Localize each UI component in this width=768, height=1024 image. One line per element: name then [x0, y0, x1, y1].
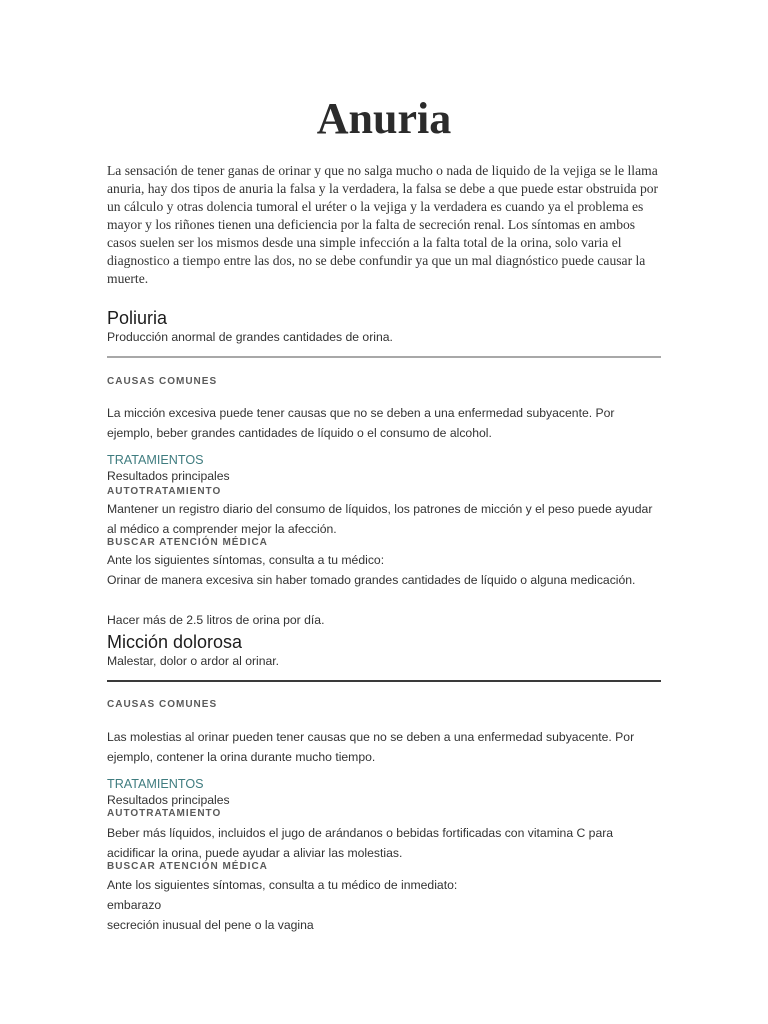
seek-care-label: BUSCAR ATENCIÓN MÉDICA: [107, 537, 268, 548]
intro-paragraph: La sensación de tener ganas de orinar y que no salga mucho o nada de liquido de la vejiga se le llama anuria, hay dos tipos de anuria la falsa y la verdadera, la falsa se debe a que puede estar obstruida por un cálculo y otras dolencia tumoral el uréter o la vejiga y la verdadera es cuando ya el problema es mayor y los riñones tienen una deficiencia por la falta de secreción renal. Los síntomas en ambos casos suelen ser los mismos desde una simple infección a la falta total de la orina, solo varia el diagnostico a tiempo entre las dos, no se debe confundir ya que un mal diagnóstico puede causar la muerte.: [107, 163, 659, 286]
section-heading-miccion-dolorosa: Micción dolorosa: [107, 632, 243, 652]
seek-care-line: Ante los siguientes síntomas, consulta a tu médico:: [107, 553, 385, 567]
results-label: Resultados principales: [107, 469, 230, 483]
seek-care-line: Ante los siguientes síntomas, consulta a tu médico de inmediato:: [107, 878, 458, 892]
seek-care-line: secreción inusual del pene o la vagina: [107, 918, 314, 932]
seek-care-line: Hacer más de 2.5 litros de orina por día.: [107, 613, 325, 627]
section-heading-poliuria: Poliuria: [107, 308, 168, 328]
treatments-heading: TRATAMIENTOS: [107, 453, 204, 467]
treatments-heading: TRATAMIENTOS: [107, 777, 204, 791]
causes-text: Las molestias al orinar pueden tener causas que no se deben a una enfermedad subyacente. Por ejemplo, contener la orina durante mucho tiempo.: [107, 730, 635, 764]
section-description: Malestar, dolor o ardor al orinar.: [107, 654, 280, 668]
section-description: Producción anormal de grandes cantidades de orina.: [107, 330, 393, 344]
results-label: Resultados principales: [107, 793, 230, 807]
self-treatment-text: Beber más líquidos, incluidos el jugo de arándanos o bebidas fortificadas con vitamina C para acidificar la orina, puede ayudar a aliviar las molestias.: [107, 826, 614, 860]
section-divider: [107, 680, 661, 682]
causes-label: CAUSAS COMUNES: [107, 376, 218, 387]
seek-care-line: embarazo: [107, 898, 162, 912]
seek-care-line: Orinar de manera excesiva sin haber tomado grandes cantidades de líquido o alguna medicación.: [107, 573, 636, 587]
page-title: Anuria: [316, 94, 452, 143]
causes-label: CAUSAS COMUNES: [107, 699, 218, 710]
section-divider: [107, 356, 661, 358]
self-treatment-label: AUTOTRATAMIENTO: [107, 808, 222, 819]
causes-text: La micción excesiva puede tener causas que no se deben a una enfermedad subyacente. Por ejemplo, beber grandes cantidades de líquido o el consumo de alcohol.: [107, 406, 615, 440]
seek-care-label: BUSCAR ATENCIÓN MÉDICA: [107, 861, 268, 872]
self-treatment-label: AUTOTRATAMIENTO: [107, 486, 222, 497]
self-treatment-text: Mantener un registro diario del consumo de líquidos, los patrones de micción y el peso puede ayudar al médico a comprender mejor la afección.: [107, 502, 653, 536]
